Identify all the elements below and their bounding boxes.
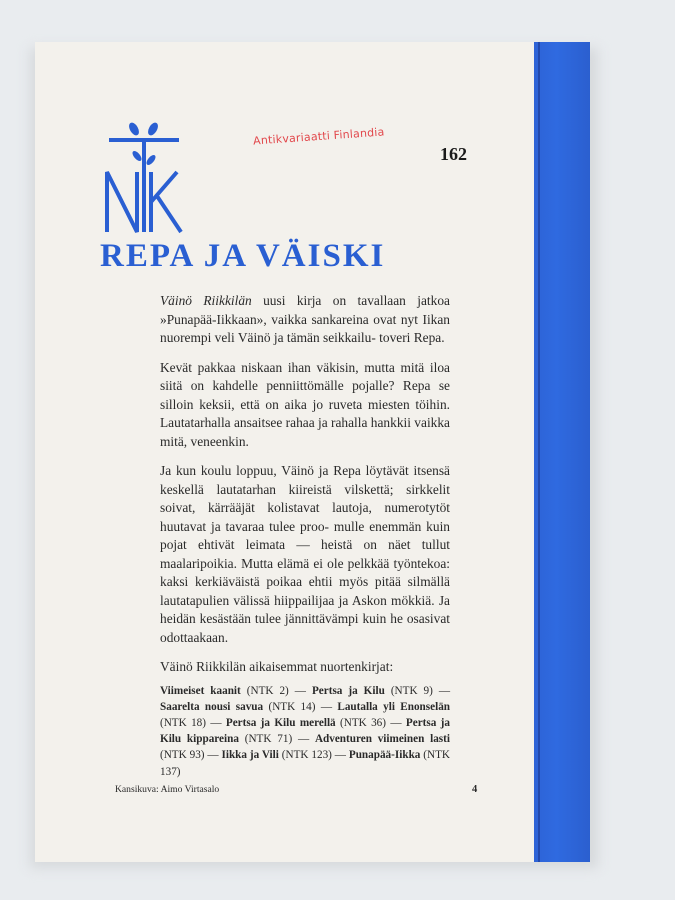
bib-item-code: (NTK 137) [160,749,450,778]
bib-item-code: (NTK 93) [160,749,205,762]
bib-item-title: Lautalla yli Enonselän [337,700,451,713]
series-number: 162 [440,144,467,164]
bib-item-code: (NTK 9) [390,684,433,697]
bib-item-code: (NTK 123) [281,749,332,762]
bibliography-list: Viimeiset kaanit (NTK 2) — Pertsa ja Kilu (NTK 9) — Saarelta nousi savua (NTK 14) — Lautalla yli Enonselän (NTK 18) — Pertsa ja Kilu merellä (NTK 36) — Pertsa ja Kilu kippareina (NTK 71) — Adventuren viimeinen lasti (NTK 93) — Iikka ja Vili (NTK 123) — Punapää-Iikka (NTK 137) [160,684,451,778]
bib-item-code: (NTK 36) [340,716,386,729]
page-number: 4 [472,784,478,795]
bib-item-title: Pertsa ja Kilu merellä [225,716,336,729]
bib-item-code: (NTK 71) [244,733,293,746]
bib-item-code: (NTK 2) [246,684,289,697]
bib-item-title: Iikka ja Vili [221,749,279,762]
blurb [160,292,450,791]
book-back-cover [35,42,590,862]
bib-item-code: (NTK 18) [160,716,206,729]
paragraph-2: Kevät pakkaa niskaan ihan väkisin, mutta mitä iloa siitä on kahdelle penniittömälle pojalle? Repa se silloin keksii, että on aika jo ruveta miesten töihin. Lautatarhalla ansaitsee rahaa ja rahalla hankkii vaikka mitä, veneenkin. [160,359,450,449]
watermark: Antikvariaatti Finlandia [252,125,385,148]
bib-item-title: Pertsa ja Kilu kippareina [160,716,450,746]
bib-item-title: Adventuren viimeinen lasti [314,733,450,746]
bib-item-title: Pertsa ja Kilu [311,684,385,697]
paragraph-1-text: uusi kirja on tavallaan jatkoa »Punapää-Iikkaan», vaikka sankareina ovat nyt Iikan nuorempi veli Väinö ja tämän seikkailu- toveri Repa. [160,293,450,345]
bib-item-title: Viimeiset kaanit [160,684,241,697]
cover-credit: Kansikuva: Aimo Virtasalo [115,784,220,795]
paragraph-3: Ja kun koulu loppuu, Väinö ja Repa löytävät itsensä keskellä lautatarhan kiireistä vilskettä; sirkkelit soivat, kärrääjät kolistavat lautoja, numerotytöt huutavat ja tavaraa tulee proo- mulle enemmän kuin pojat ehtivät leimata — heistä on näet tullut maalaripoikia. Mutta elämä ei ole pelkkää työntekoa: kaksi kerkiäväistä poikaa ehtii myös pitää silmällä lautatapulien välissä hiippailijaa ja Askon mökkiä. Ja heidän kesästään tulee jännittävämpi kuin he osasivat odottaakaan. [160,463,450,645]
bib-item-code: (NTK 14) [268,700,316,713]
ntk-logo-icon [97,120,197,240]
book-spine [534,42,590,862]
paragraph-1 [160,292,450,348]
book-title: REPA JA VÄISKI [100,238,386,274]
bib-item-title: Saarelta nousi savua [160,700,264,713]
author-name: Väinö Riikkilän [160,293,252,308]
bibliography-heading: Väinö Riikkilän aikaisemmat nuortenkirjat: [160,659,394,674]
bib-item-title: Punapää-Iikka [348,749,421,762]
